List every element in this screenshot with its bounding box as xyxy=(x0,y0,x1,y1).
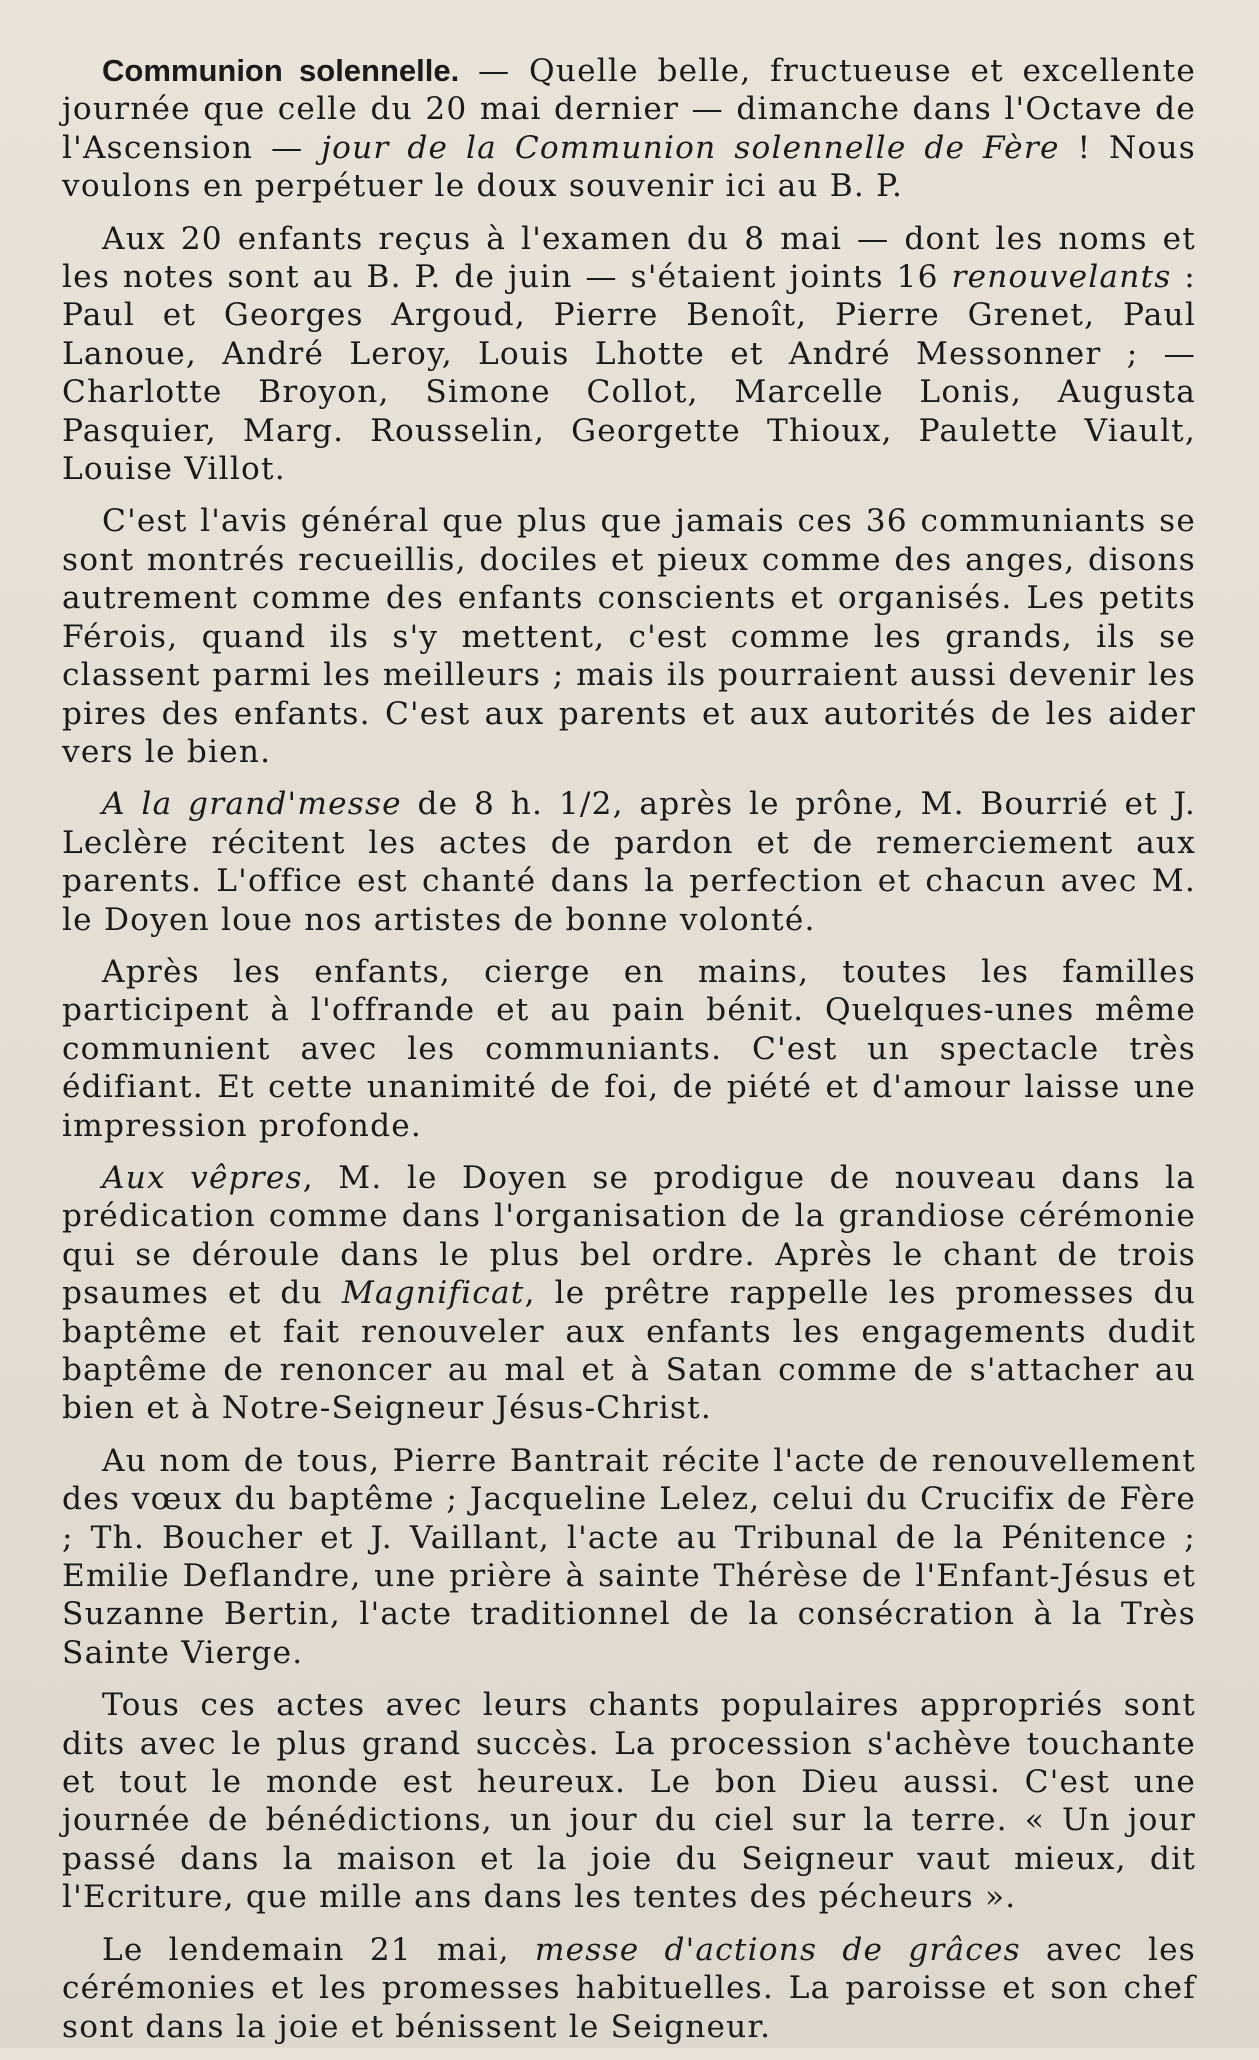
italic-run: renouvelants xyxy=(951,259,1172,296)
paragraph-vepres xyxy=(62,1159,1196,1428)
italic-run: Magnificat xyxy=(341,1275,525,1312)
italic-run: jour de la Communion solennelle de Fère xyxy=(321,129,1060,166)
text-run: — Quelle belle, fructueuse et excellente journée que celle du 20 mai dernier — dimanche dans l'Octave de l'Ascension — xyxy=(62,53,1196,166)
paragraph-chants xyxy=(62,1686,1196,1916)
paragraph-grand-messe xyxy=(62,785,1196,939)
text-run: Le lendemain 21 mai, xyxy=(102,1931,535,1968)
text-run: , M. le Doyen se prodigue de nouveau dans la prédication comme dans l'organisation de la grandiose cérémonie qui se déroule dans le plus bel ordre. Après le chant de trois psaumes et du xyxy=(62,1159,1196,1312)
text-run: Au nom de tous, Pierre Bantrait récite l'acte de renouvellement des vœux du baptême ; Jacqueline Lelez, celui du Crucifix de Fère ; Th. Boucher et J. Vaillant, l'acte au Tribunal de la Pénitence ; Emilie Deflandre, une prière à sainte Thérèse de l'Enfant-Jésus et Suzanne Bertin, l'acte traditionnel de la consécration à la Très Sainte Vierge. xyxy=(62,1442,1196,1671)
paragraph-communion-intro xyxy=(62,52,1196,206)
text-run: de 8 h. 1/2, après le prône, M. Bourrié et J. Leclère récitent les actes de pardon et de remerciement aux parents. L'office est chanté dans la perfection et chacun avec M. le Doyen loue nos artistes de bonne volonté. xyxy=(62,786,1196,938)
text-run: C'est l'avis général que plus que jamais ces 36 communiants se sont montrés recueillis, dociles et pieux comme des anges, disons autrement comme des enfants conscients et organisés. Les petits Férois, quand ils s'y mettent, c'est comme les grands, ils se classent parmi les meilleurs ; mais ils pourraient aussi devenir les pires des enfants. C'est aux parents et aux autorités de les aider vers le bien. xyxy=(62,503,1196,770)
paragraph-renouvelants xyxy=(62,220,1196,489)
paragraph-offrande xyxy=(62,953,1196,1145)
document-page xyxy=(62,52,1196,2060)
section-heading: Communion solennelle. xyxy=(102,53,460,88)
italic-run: A la grand'messe xyxy=(102,786,402,823)
italic-run: messe d'actions de grâces xyxy=(534,1931,1021,1968)
text-run: : Paul et Georges Argoud, Pierre Benoît, Pierre Grenet, Paul Lanoue, André Leroy, Louis Lhotte et André Messonner ; — Charlotte Broyon, Simone Collot, Marcelle Lonis, Augusta Pasquier, Marg. Rousselin, Georgette Thioux, Paulette Viault, Louise Villot. xyxy=(62,259,1196,488)
text-run: Après les enfants, cierge en mains, toutes les familles participent à l'offrande et au pain bénit. Quelques-unes même communient avec les communiants. C'est un spectacle très édifiant. Et cette unanimité de foi, de piété et d'amour laisse une impression profonde. xyxy=(62,953,1196,1144)
text-run: ! Nous voulons en perpétuer le doux souvenir ici au B. P. xyxy=(62,129,1197,205)
paragraph-actes xyxy=(62,1442,1196,1672)
text-run: Aux 20 enfants reçus à l'examen du 8 mai — dont les noms et les notes sont au B. P. de juin — s'étaient joints 16 xyxy=(62,220,1196,296)
paragraph-avis-general xyxy=(62,502,1196,771)
paragraph-lendemain xyxy=(62,1931,1196,2046)
text-run: , le prêtre rappelle les promesses du baptême et fait renouveler aux enfants les engagements dudit baptême de renoncer au mal et à Satan comme de s'attacher au bien et à Notre-Seigneur Jésus-Christ. xyxy=(62,1275,1196,1427)
italic-run: Aux vêpres xyxy=(102,1159,303,1196)
text-run: avec les cérémonies et les promesses habituelles. La paroisse et son chef sont dans la joie et bénissent le Seigneur. xyxy=(62,1931,1197,2045)
text-run: Tous ces actes avec leurs chants populaires appropriés sont dits avec le plus grand succès. La procession s'achève touchante et tout le monde est heureux. Le bon Dieu aussi. C'est une journée de bénédictions, un jour du ciel sur la terre. « Un jour passé dans la maison et la joie du Seigneur vaut mieux, dit l'Ecriture, que mille ans dans les tentes des pécheurs ». xyxy=(62,1687,1196,1916)
